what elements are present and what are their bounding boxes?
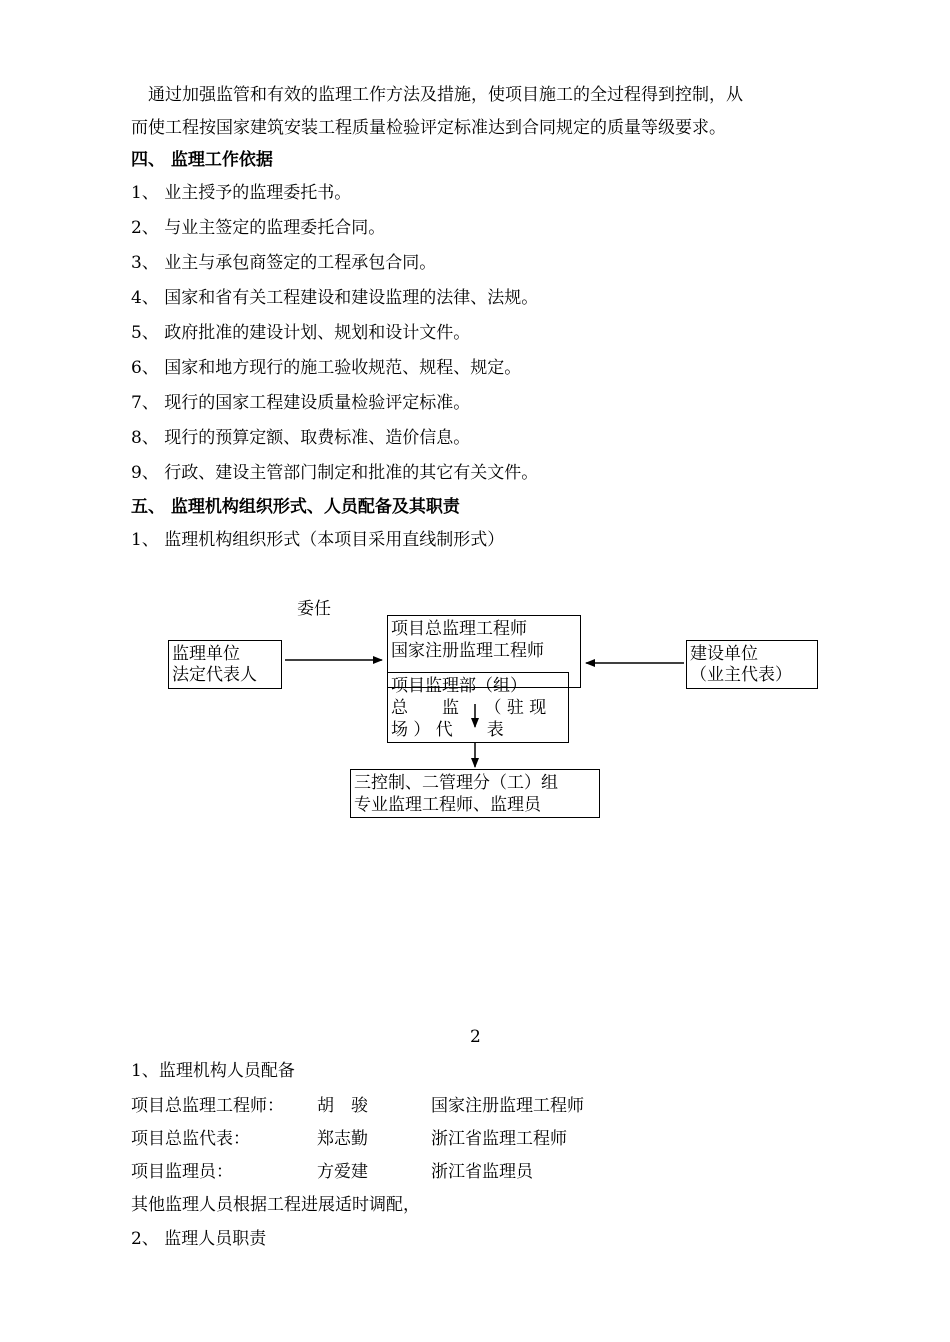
staff-title: 浙江省监理员	[431, 1162, 533, 1182]
box-line: 三控制、二管理分（工）组	[354, 773, 558, 793]
staffing-heading: 1、监理机构人员配备	[131, 1061, 295, 1081]
box-line: 项目总监理工程师	[391, 619, 527, 639]
list-item: 1、 业主授予的监理委托书。	[131, 183, 352, 203]
box-line: 总 监 （ 驻 现	[391, 698, 547, 718]
staff-role: 项目总监代表：	[131, 1129, 250, 1149]
section-5-item-1: 1、 监理机构组织形式（本项目采用直线制形式）	[131, 530, 505, 550]
section-5-heading: 五、 监理机构组织形式、人员配备及其职责	[131, 497, 460, 517]
box-line: 建设单位	[690, 644, 758, 664]
list-item: 8、 现行的预算定额、取费标准、造价信息。	[131, 428, 471, 448]
page-number: 2	[470, 1027, 481, 1047]
intro-line-2: 而使工程按国家建筑安装工程质量检验评定标准达到合同规定的质量等级要求。	[131, 118, 726, 138]
staff-title: 国家注册监理工程师	[431, 1096, 584, 1116]
intro-line-1: 通过加强监管和有效的监理工作方法及措施，使项目施工的全过程得到控制，从	[148, 85, 743, 105]
section-4-heading: 四、 监理工作依据	[131, 150, 273, 170]
box-line: 国家注册监理工程师	[391, 641, 544, 661]
list-item: 4、 国家和省有关工程建设和建设监理的法律、法规。	[131, 288, 539, 308]
staff-title: 浙江省监理工程师	[431, 1129, 567, 1149]
staff-name: 郑志勤	[317, 1129, 368, 1149]
staffing-note: 其他监理人员根据工程进展适时调配，	[131, 1195, 420, 1215]
box-line: 法定代表人	[172, 665, 257, 685]
staff-name: 方爱建	[317, 1162, 368, 1182]
staff-role: 项目总监理工程师：	[131, 1096, 284, 1116]
staff-name: 胡 骏	[317, 1096, 368, 1116]
list-item: 6、 国家和地方现行的施工验收规范、规程、规定。	[131, 358, 522, 378]
box-line: 监理单位	[172, 644, 240, 664]
box-line: 项目监理部（组）	[391, 676, 527, 696]
box-line: （业主代表）	[690, 665, 792, 685]
list-item: 2、 与业主签定的监理委托合同。	[131, 218, 386, 238]
list-item: 3、 业主与承包商签定的工程承包合同。	[131, 253, 437, 273]
entrust-label: 委任	[297, 599, 331, 619]
box-line: 场 ） 代 表	[391, 720, 504, 740]
list-item: 7、 现行的国家工程建设质量检验评定标准。	[131, 393, 471, 413]
staff-role: 项目监理员：	[131, 1162, 233, 1182]
list-item: 5、 政府批准的建设计划、规划和设计文件。	[131, 323, 471, 343]
box-line: 专业监理工程师、监理员	[354, 795, 541, 815]
list-item: 9、 行政、建设主管部门制定和批准的其它有关文件。	[131, 463, 539, 483]
section-5-item-2: 2、 监理人员职责	[131, 1229, 267, 1249]
